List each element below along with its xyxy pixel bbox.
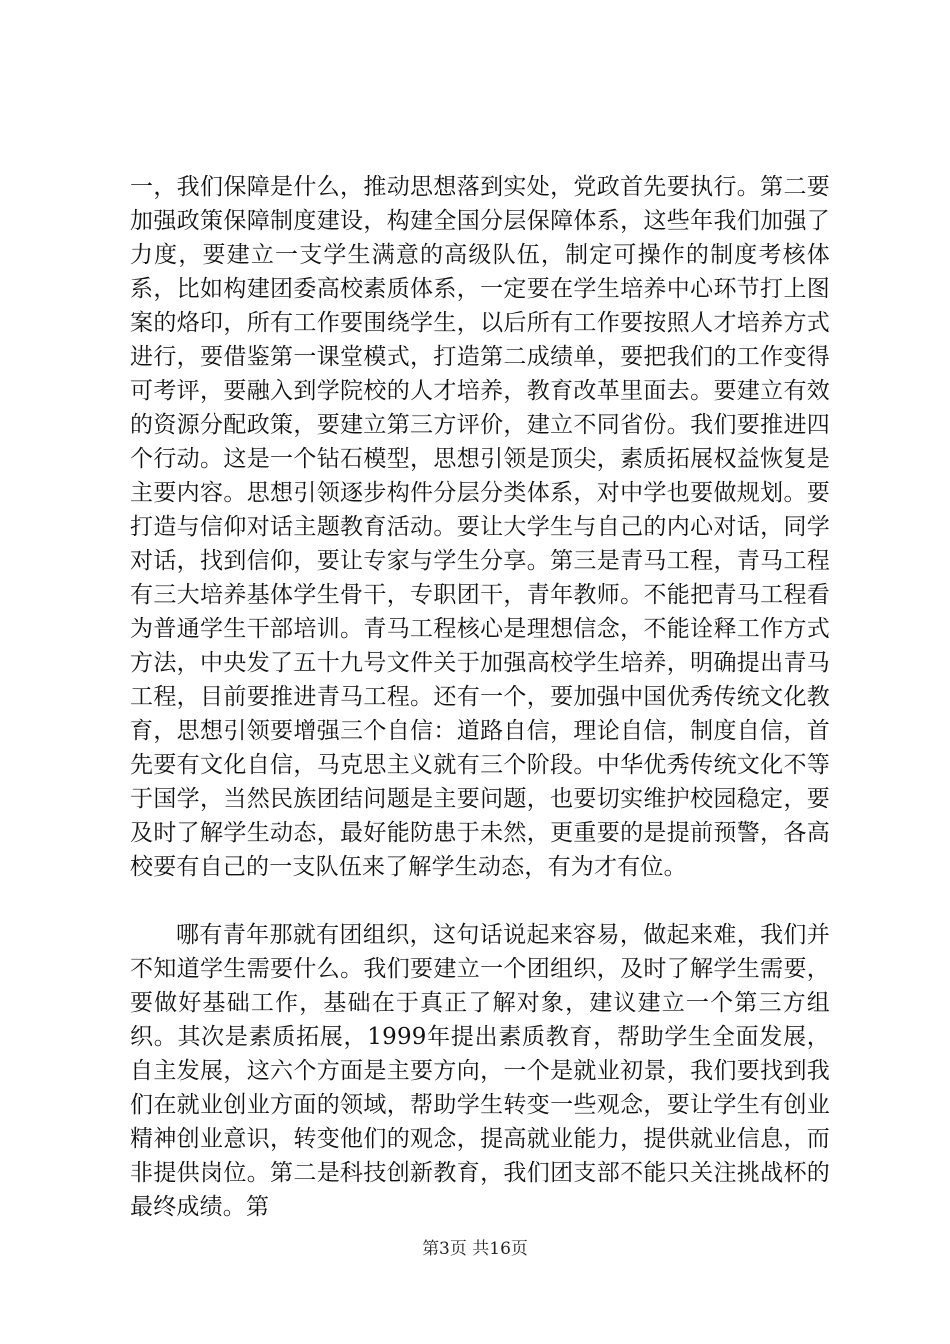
body-text xyxy=(130,170,830,1224)
page-footer: 第3页 共16页 xyxy=(422,1239,528,1259)
paragraph-1: 一，我们保障是什么，推动思想落到实处，党政首先要执行。第二要加强政策保障制度建设，构建全国分层保障体系，这些年我们加强了力度，要建立一支学生满意的高级队伍，制定可操作的制度考核体系，比如构建团委高校素质体系，一定要在学生培养中心环节打上图案的烙印，所有工作要围绕学生，以后所有工作要按照人才培养方式进行，要借鉴第一课堂模式，打造第二成绩单，要把我们的工作变得可考评，要融入到学院校的人才培养，教育改革里面去。要建立有效的资源分配政策，要建立第三方评价，建立不同省份。我们要推进四个行动。这是一个钻石模型，思想引领是顶尖，素质拓展权益恢复是主要内容。思想引领逐步构件分层分类体系，对中学也要做规划。要打造与信仰对话主题教育活动。要让大学生与自己的内心对话，同学对话，找到信仰，要让专家与学生分享。第三是青马工程，青马工程有三大培养基体学生骨干，专职团干，青年教师。不能把青马工程看为普通学生干部培训。青马工程核心是理想信念，不能诠释工作方式方法，中央发了五十九号文件关于加强高校学生培养，明确提出青马工程，目前要推进青马工程。还有一个，要加强中国优秀传统文化教育，思想引领要增强三个自信：道路自信，理论自信，制度自信，首先要有文化自信，马克思主义就有三个阶段。中华优秀传统文化不等于国学，当然民族团结问题是主要问题，也要切实维护校园稳定，要及时了解学生动态，最好能防患于未然，更重要的是提前预警，各高校要有自己的一支队伍来了解学生动态，有为才有位。 xyxy=(130,174,830,880)
paragraph-2: 哪有青年那就有团组织，这句话说起来容易，做起来难，我们并不知道学生需要什么。我们要建立一个团组织，及时了解学生需要，要做好基础工作，基础在于真正了解对象，建议建立一个第三方组织。其次是素质拓展，1999年提出素质教育，帮助学生全面发展，自主发展，这六个方面是主要方向，一个是就业初景，我们要找到我们在就业创业方面的领域，帮助学生转变一些观念，要让学生有创业精神创业意识，转变他们的观念，提高就业能力，提供就业信息，而非提供岗位。第二是科技创新教育，我们团支部不能只关注挑战杯的最终成绩。第 xyxy=(130,922,830,1220)
